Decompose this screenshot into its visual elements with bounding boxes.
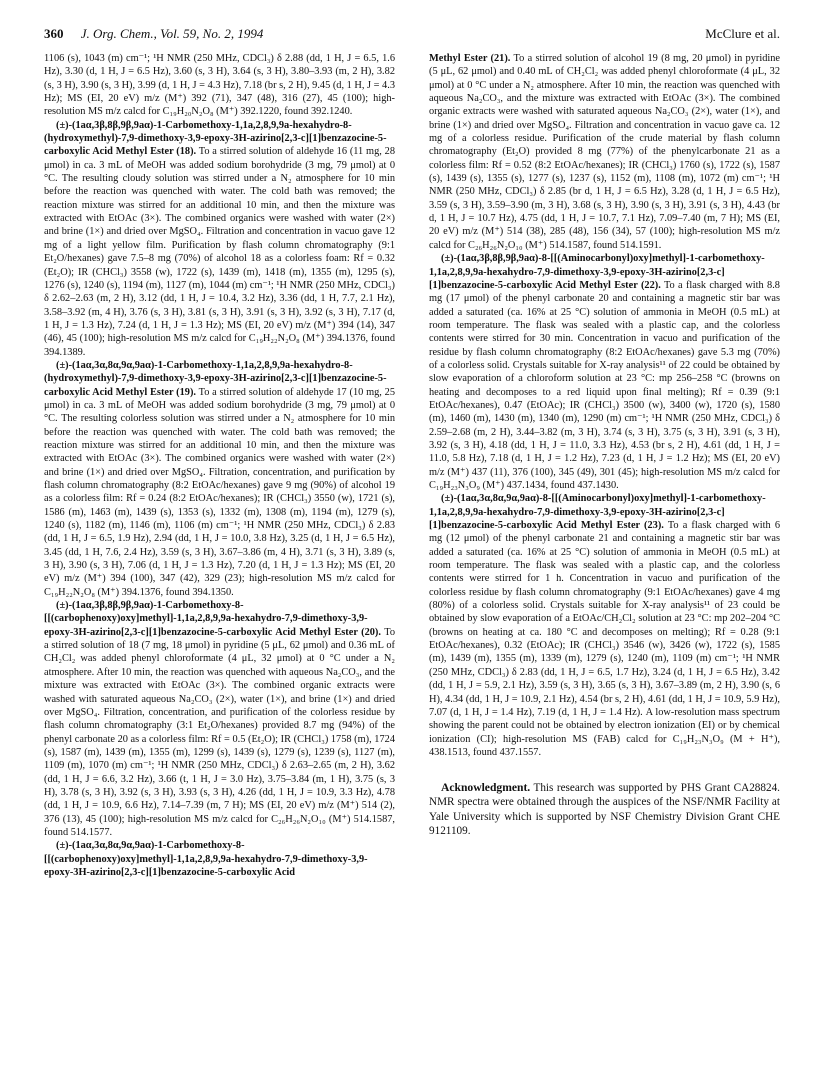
paragraph-body: To a stirred solution of aldehyde 17 (10 mg, 25 μmol) in ca. 3 mL of MeOH was added sodium borohydride (3 mg, 79 μmol) at 0 °C. The resulting colorless solution was stirred under a N₂ atmosphere for 10 min before the reaction was quenched with water. The cold bath was removed; the reaction mixture was stirred for an additional 10 min, and then the mixture was extracted with EtOAc (3×). The combined organics were washed with water (2×) and brine (1×) and dried over MgSO₄. Filtration, concentration, and purification by flash column chromatography (8:2 EtOAc/hexanes) gave 9 mg (90%) of alcohol 19 as a colorless film: Rf = 0.24 (8:2 EtOAc/hexanes); IR (CHCl₃) 3550 (w), 1721 (s), 1586 (m), 1463 (m), 1439 (s), 1353 (s), 1332 (m), 1308 (m), 1194 (m), 1279 (s), 1240 (s), 1182 (m), 1146 (m), 1106 (m) cm⁻¹; ¹H NMR (250 MHz, CDCl₃) δ 2.83 (dd, 1 H, J = 6.5, 1.9 Hz), 2.94 (dd, 1 H, J = 10.0, 3.8 Hz), 3.25 (d, 1 H, J = 6.5 Hz), 3.45 (dd, 1 H, 7.6, 2.4 Hz), 3.59 (s, 3 H), 3.67–3.86 (m, 4 H), 3.71 (s, 3 H), 3.89 (s, 3 H), 3.90 (s, 3 H), 7.06 (d, 1 H, J = 1.3 Hz), 7.20 (d, 1 H, J = 1.3 Hz); MS (EI, 20 eV) m/z (M⁺) 394 (100), 347 (42), 329 (23); high-resolution MS m/z calcd for C₁₉H₂₂N₂O₈ (M⁺) 394.1376, found 394.1350. [44, 386, 396, 598]
compound-heading: (±)-(1aα,3α,8α,9α,9aα)-8-[[(Aminocarbonyl)oxy]methyl]-1-carbomethoxy-1,1a,2,8,9,9a-hexahydro-7,9-dimethoxy-3,9-epoxy-3H-azirino[2,3-c][1]benzazocine-5-carboxylic Acid Methyl Ester (23). [429, 493, 766, 532]
compound-heading: Methyl Ester (21). [429, 53, 511, 64]
paragraph [429, 52, 780, 252]
paragraph [44, 52, 395, 119]
paragraph [44, 599, 395, 839]
paragraph [44, 359, 395, 599]
paragraph-body: 1106 (s), 1043 (m) cm⁻¹; ¹H NMR (250 MHz, CDCl₃) δ 2.88 (dd, 1 H, J = 6.5, 1.6 Hz), 3.30 (d, 1 H, J = 6.5 Hz), 3.60 (s, 3 H), 3.64 (s, 3 H), 3.80–3.93 (m, 2 H), 3.82 (s, 3 H), 3.90 (s, 3 H), 3.99 (d, 1 H, J = 4.3 Hz), 7.18 (br s, 2 H), 9.45 (d, 1 H, J = 4.3 Hz); MS (EI, 20 eV) m/z (M⁺) 392 (71), 347 (48), 316 (27), 45 (100); high-resolution MS m/z calcd for C₁₉H₂₀N₂O₈ (M⁺) 392.1220, found 392.1240. [44, 53, 395, 118]
paragraph-body: To a flask charged with 6 mg (12 μmol) of the phenyl carbonate 21 and containing a magnetic stir bar was added a saturated (ca. 16% at 25 °C) solution of ammonia in MeOH (0.5 mL) at room temperature. The flask was sealed with a plastic cap, and the colorless contents were stirred for 1 h. Concentration in vacuo and purification of the colorless residue by flash column chromatography (9:1 EtOAc/hexanes) gave 4 mg (80%) of a colorless solid. Crystals suitable for X-ray analysis¹¹ of 23 could be obtained by slow evaporation of a EtOAc/CH₂Cl₂ solution at 23 °C: mp 202–204 °C (browns on heating at ca. 180 °C and decomposes on melting); Rf = 0.28 (9:1 EtOAc/hexanes), 0.32 (EtOAc); IR (CHCl₃) 3546 (w), 3426 (w), 1722 (s), 1585 (m), 1439 (m), 1355 (m), 1339 (m), 1279 (s), 1240 (m), 1109 (m) cm⁻¹; ¹H NMR (250 MHz, CDCl₃) δ 2.83 (dd, 1 H, J = 6.5, 1.7 Hz), 3.24 (d, 1 H, J = 6.5 Hz), 3.42 (dd, 1 H, J = 5.9, 2.1 Hz), 3.59 (s, 3 H), 3.65 (s, 3 H), 3.67–3.89 (m, 2 H), 3.90 (s, 6 H), 4.34 (dd, 1 H, J = 10.9, 2.1 Hz), 4.54 (br s, 2 H), 4.61 (dd, 1 H, J = 10.9, 5.9 Hz), 7.07 (d, 1 H, J = 1.4 Hz), 7.19 (d, 1 H, J = 1.4 Hz). A low-resolution mass spectrum showing the parent could not be obtained by electron ionization (EI) or by chemical ionization (CI); high-resolution MS (FAB) calcd for C₁₉H₂₃N₃O₉ (M + H⁺), 438.1513, found 437.1557. [429, 520, 780, 758]
compound-heading: (±)-(1aα,3β,8β,9β,9aα)-1-Carbomethoxy-8-[[(carbophenoxy)oxy]methyl]-1,1a,2,8,9,9a-hexahydro-7,9-dimethoxy-3,9-epoxy-3H-azirino[2,3-c][1]benzazocine-5-carboxylic Acid Methyl Ester (20). [44, 600, 381, 638]
paragraph-body: To a stirred solution of aldehyde 16 (11 mg, 28 μmol) in ca. 3 mL of MeOH was added sodium borohydride (3 mg, 79 μmol) at 0 °C. The resulting cloudy solution was stirred under a N₂ atmosphere for 10 min before the reaction was quenched with water. The cold bath was removed; the reaction mixture was stirred for an additional 10 min, and then the mixture was extracted with EtOAc (3×). The combined organics were washed with water (2×) and brine (1×) and dried over MgSO₄. Filtration and concentration in vacuo gave 12 mg of a light yellow film. Purification by flash column chromatography (9:1 Et₂O/hexanes) gave 7.5–8 mg (70%) of alcohol 18 as a colorless foam: Rf = 0.32 (Et₂O); IR (CHCl₃) 3558 (w), 1722 (s), 1439 (m), 1418 (m), 1355 (m), 1295 (s), 1276 (s), 1240 (s), 1194 (m), 1127 (m), 1044 (m) cm⁻¹; ¹H NMR (250 MHz, CDCl₃) δ 2.62–2.63 (m, 2 H), 3.12 (dd, 1 H, J = 10.4, 3.2 Hz), 3.36 (dd, 1 H, 7.7, 2.1 Hz), 3.58–3.92 (m, 4 H), 3.76 (s, 3 H), 3.81 (s, 3 H), 3.91 (s, 3 H), 3.92 (s, 3 H), 7.17 (d, 1 H, J = 1.3 Hz), 7.24 (d, 1 H, J = 1.3 Hz); MS (EI, 20 eV) m/z (M⁺) 394 (14), 347 (46), 45 (100); high-resolution MS m/z calcd for C₁₉H₂₂N₂O₈ (M⁺) 394.1376, found 394.1389. [44, 146, 395, 358]
paragraph [44, 119, 395, 359]
compound-heading: (±)-(1aα,3α,8α,9α,9aα)-1-Carbomethoxy-8-[[(carbophenoxy)oxy]methyl]-1,1a,2,8,9,9a-hexahydro-7,9-dimethoxy-3,9-epoxy-3H-azirino[2,3-c][1]benzazocine-5-carboxylic Acid [44, 840, 368, 878]
paragraph [429, 252, 780, 492]
paragraph-body: To a stirred solution of alcohol 19 (8 mg, 20 μmol) in pyridine (5 μL, 62 μmol) and 0.40 mL of CH₂Cl₂ was added phenyl chloroformate (4 μL, 32 μmol) at 0 °C under a N₂ atmosphere. After 10 min, the reaction was quenched with aqueous Na₂CO₃, and the mixture was extracted with EtOAc (3×). The combined organic extracts were washed with saturated aqueous Na₂CO₃ (2×), water (1×), and brine (1×) and dried over MgSO₄. Filtration and concentration in vacuo gave ca. 12 mg of a colorless residue. Purification of the crude material by flash column chromatography (Et₂O) provided 8 mg (77%) of the phenylcarbonate 21 as a colorless film: Rf = 0.52 (8:2 EtOAc/hexanes); IR (CHCl₃) 1760 (s), 1722 (s), 1587 (s), 1439 (s), 1355 (s), 1277 (s), 1237 (s), 1152 (m), 1108 (m), 1072 (m) cm⁻¹; ¹H NMR (250 MHz, CDCl₃) δ 2.85 (br d, 1 H, J = 6.5 Hz), 3.28 (d, 1 H, J = 6.5 Hz), 3.59 (s, 3 H), 3.59–3.90 (m, 3 H), 3.68 (s, 3 H), 3.90 (s, 3 H), 3.91 (s, 3 H), 4.43 (br d, 1 H, J = 10.7 Hz), 4.75 (dd, 1 H, J = 10.7, 7.1 Hz), 7.09–7.40 (m, 7 H); MS (EI, 20 eV) m/z (M⁺) 514 (38), 285 (48), 156 (34), 57 (100); high-resolution MS m/z calcd for C₂₆H₂₆N₂O₁₀ (M⁺) 514.1587, found 514.1591. [429, 53, 781, 251]
page-number: 360 [44, 26, 64, 41]
running-header [44, 26, 780, 44]
left-column [44, 52, 395, 879]
compound-heading: (±)-(1aα,3β,8β,9β,9aα)-1-Carbomethoxy-1,1a,2,8,9,9a-hexahydro-8-(hydroxymethyl)-7,9-dimethoxy-3,9-epoxy-3H-azirino[2,3-c][1]benzazocine-5-carboxylic Acid Methyl Ester (18). [44, 119, 387, 158]
paragraph-body: To a flask charged with 8.8 mg (17 μmol) of the phenyl carbonate 20 and containing a magnetic stir bar was added a saturated (ca. 16% at 25 °C) solution of ammonia in MeOH (0.5 mL) at room temperature. The flask was sealed with a plastic cap, and the colorless contents were stirred for 30 min. Concentration in vacuo and purification of the residue by flash column chromatography (8:2 EtOAc/hexanes) gave 5.3 mg (70%) of a colorless solid. Crystals suitable for X-ray analysis¹¹ of 22 could be obtained by slow evaporation of a chloroform solution at 23 °C: mp 256–258 °C (browns on heating and decomposes to a red liquid upon final melting); Rf = 0.39 (9:1 EtOAc/hexanes), 0.47 (EtOAc); IR (CHCl₃) 3500 (w), 3400 (w), 1720 (s), 1580 (m), 1460 (m), 1430 (m), 1340 (m), 1290 (m) cm⁻¹; ¹H NMR (250 MHz, CDCl₃) δ 2.59–2.68 (m, 2 H), 3.44–3.82 (m, 3 H), 3.74 (s, 3 H), 3.75 (s, 3 H), 3.91 (s, 3 H), 3.92 (s, 3 H), 4.18 (dd, 1 H, J = 11.0, 3.3 Hz), 4.53 (br s, 2 H), 4.61 (dd, 1 H, J = 11.0, 5.8 Hz), 7.18 (d, 1 H, J = 1.2 Hz), 7.23 (d, 1 H, J = 1.2 Hz); MS (EI, 20 eV) m/z (M⁺) 437 (11), 376 (100), 345 (49), 301 (45); high-resolution MS m/z calcd for C₁₉H₂₃N₃O₉ (M⁺) 437.1434, found 437.1430. [429, 279, 780, 491]
acknowledgment [429, 781, 780, 838]
paragraph [44, 839, 395, 879]
running-authors: McClure et al. [705, 26, 780, 41]
acknowledgment-heading: Acknowledgment. [441, 781, 531, 795]
compound-heading: (±)-(1aα,3β,8β,9β,9aα)-8-[[(Aminocarbonyl)oxy]methyl]-1-carbomethoxy-1,1a,2,8,9,9a-hexahydro-7,9-dimethoxy-3,9-epoxy-3H-azirino[2,3-c][1]benzazocine-5-carboxylic Acid Methyl Ester (22). [429, 253, 765, 291]
paragraph-body: To a stirred solution of 18 (7 mg, 18 μmol) in pyridine (5 μL, 62 μmol) and 0.36 mL of CH₂Cl₂ was added phenyl chloroformate (4 μL, 32 μmol) at 0 °C under a N₂ atmosphere. After 10 min, the reaction was quenched with aqueous Na₂CO₃, and the mixture was extracted with EtOAc (3×). The combined organic extracts were washed with saturated aqueous Na₂CO₃ (2×), water (1×), and brine (1×) and dried over MgSO₄. Filtration, concentration, and purification of the colorless residue by flash column chromatography (3:1 Et₂O/hexanes) provided 8.7 mg (94%) of the phenyl carbonate 20 as a colorless film: Rf = 0.5 (Et₂O); IR (CHCl₃) 1758 (m), 1724 (s), 1587 (m), 1439 (m), 1355 (m), 1299 (s), 1439 (s), 1279 (s), 1239 (s), 1127 (m), 1109 (m), 1070 (m) cm⁻¹; ¹H NMR (250 MHz, CDCl₃) δ 2.63–2.65 (m, 2 H), 3.62 (dd, 1 H, J = 6.6, 3.2 Hz), 3.66 (t, 1 H, J = 3.0 Hz), 3.75–3.84 (m, 1 H), 3.75 (s, 3 H), 3.78 (s, 3 H), 3.92 (s, 3 H), 3.93 (s, 3 H), 4.26 (dd, 1 H, J = 10.9, 3.3 Hz), 4.78 (dd, 1 H, J = 10.9, 6.6 Hz), 7.14–7.39 (m, 7 H); MS (EI, 20 eV) m/z (M⁺) 514 (2), 376 (13), 45 (100); high-resolution MS m/z calcd for C₂₆H₂₆N₂O₁₀ (M⁺) 514.1587, found 514.1577. [44, 626, 395, 838]
compound-heading: (±)-(1aα,3α,8α,9α,9aα)-1-Carbomethoxy-1,1a,2,8,9,9a-hexahydro-8-(hydroxymethyl)-7,9-dimethoxy-3,9-epoxy-3H-azirino[2,3-c][1]benzazocine-5-carboxylic Acid Methyl Ester (19). [44, 359, 387, 398]
right-column [429, 52, 780, 838]
paragraph [429, 492, 780, 759]
acknowledgment-body: This research was supported by PHS Grant CA28824. NMR spectra were obtained through the auspices of the NSF/NMR Facility at Yale University which is supported by NSF Chemistry Division Grant CHE 9121109. [429, 782, 780, 837]
journal-citation: J. Org. Chem., Vol. 59, No. 2, 1994 [80, 26, 264, 41]
